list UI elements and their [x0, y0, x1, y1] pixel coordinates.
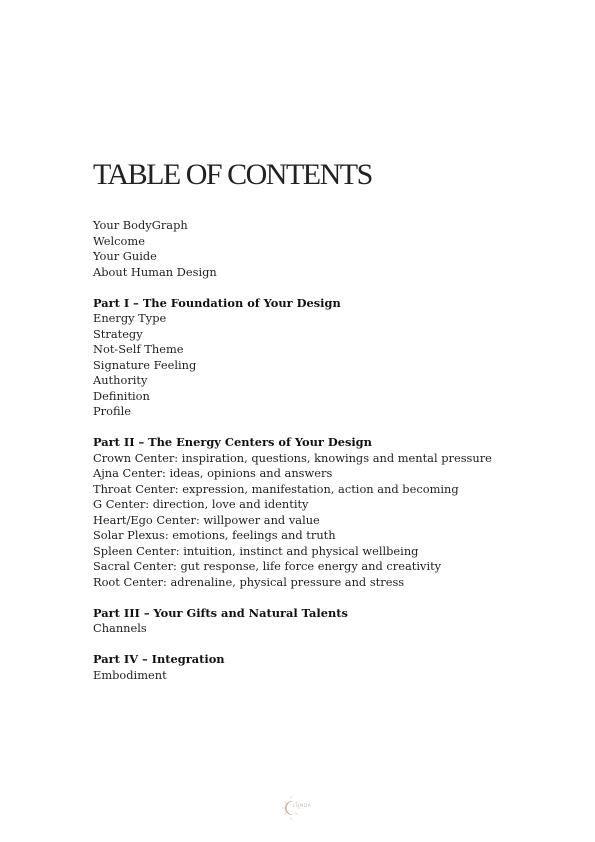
toc-intro-group	[93, 218, 563, 280]
toc-part-heading: Part II – The Energy Centers of Your Design	[93, 435, 372, 449]
toc-item: Definition	[93, 388, 150, 403]
toc-part-3	[93, 606, 563, 637]
toc-part-1	[93, 296, 563, 420]
toc-item: Authority	[93, 373, 148, 387]
toc-item: Profile	[93, 404, 131, 418]
toc-item: Embodiment	[93, 667, 167, 682]
toc-item: Ajna Center: ideas, opinions and answers	[93, 466, 333, 480]
toc-item: About Human Design	[93, 264, 217, 279]
toc-part-4	[93, 652, 563, 683]
toc-item: Strategy	[93, 326, 143, 341]
toc-item: Sacral Center: gut response, life force energy and creativity	[93, 559, 442, 573]
toc-item: Your BodyGraph	[93, 218, 188, 232]
toc-item: Throat Center: expression, manifestation, action and becoming	[93, 481, 459, 496]
toc-part-heading: Part III – Your Gifts and Natural Talents	[93, 605, 348, 620]
toc-part-2	[93, 435, 563, 590]
logo-wordmark: LUNDA	[293, 804, 312, 809]
toc-item: Your Guide	[93, 249, 157, 263]
table-of-contents	[93, 218, 563, 699]
toc-item: Spleen Center: intuition, instinct and physical wellbeing	[93, 543, 419, 558]
page-title: TABLE OF CONTENTS	[93, 158, 372, 191]
toc-item: Not-Self Theme	[93, 342, 184, 356]
toc-item: Crown Center: inspiration, questions, knowings and mental pressure	[93, 450, 492, 465]
toc-item: Solar Plexus: emotions, feelings and truth	[93, 528, 336, 542]
toc-item: Heart/Ego Center: willpower and value	[93, 512, 320, 527]
toc-item: Channels	[93, 621, 147, 635]
brand-logo	[281, 795, 321, 821]
toc-item: G Center: direction, love and identity	[93, 497, 309, 511]
toc-part-heading: Part I – The Foundation of Your Design	[93, 295, 341, 310]
toc-item: Energy Type	[93, 311, 167, 325]
toc-item: Root Center: adrenaline, physical pressure and stress	[93, 574, 405, 589]
toc-item: Signature Feeling	[93, 357, 197, 372]
toc-part-heading: Part IV – Integration	[93, 652, 225, 666]
toc-item: Welcome	[93, 233, 145, 248]
